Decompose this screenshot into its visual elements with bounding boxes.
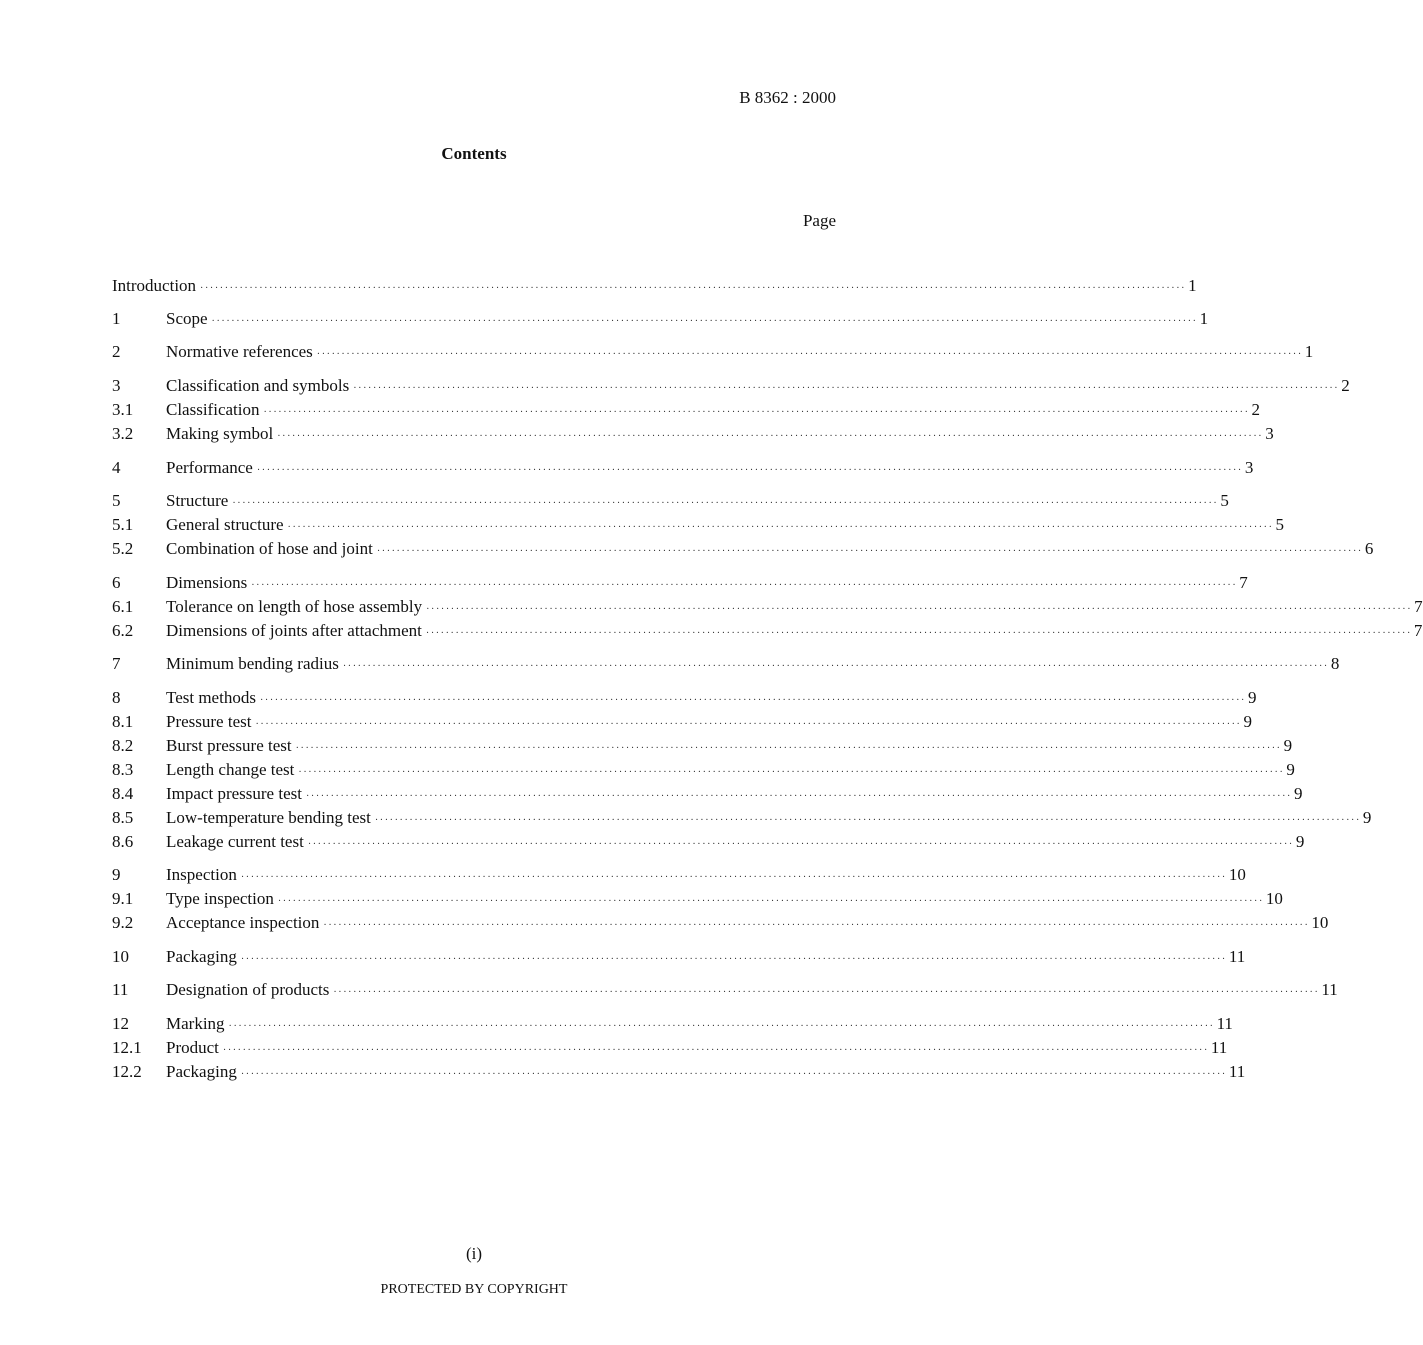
toc-entry[interactable] <box>112 308 1209 330</box>
document-id: B 8362 : 2000 <box>739 88 836 107</box>
toc-entry-number: 7 <box>112 654 121 673</box>
toc-entry-title: Making symbol <box>166 424 274 443</box>
toc-entry-page: 5 <box>1275 515 1285 534</box>
toc-entry-number: 3.2 <box>112 424 134 443</box>
dot-leader: ········································································································································································································ <box>200 283 1187 294</box>
toc-entry[interactable] <box>112 735 1293 757</box>
dot-leader: ········································································································································································································ <box>323 920 1310 931</box>
dot-leader: ········································································································································································································ <box>307 839 1294 850</box>
toc-entry-number: 5 <box>112 491 121 510</box>
toc-entry[interactable] <box>112 1037 1228 1059</box>
toc-entry-number: 9.1 <box>112 889 134 908</box>
toc-entry-number: 1 <box>112 309 121 328</box>
toc-entry-number: 8.5 <box>112 808 134 827</box>
toc-entry-title: Packaging <box>166 1062 237 1081</box>
toc-entry-page: 7 <box>1413 621 1423 640</box>
toc-entry-page: 1 <box>1304 342 1314 361</box>
toc-entry-number: 8.1 <box>112 712 134 731</box>
toc-entry-title: Minimum bending radius <box>166 654 339 673</box>
toc-entry-title: Inspection <box>166 865 237 884</box>
toc-entry-page: 8 <box>1330 654 1340 673</box>
dot-leader: ········································································································································································································ <box>228 1021 1215 1032</box>
dot-leader: ········································································································································································································ <box>259 695 1246 706</box>
toc-entry[interactable] <box>112 620 1423 642</box>
dot-leader: ········································································································································································································ <box>376 546 1363 557</box>
toc-entry-number: 8.3 <box>112 760 134 779</box>
toc-entry-number: 5.2 <box>112 539 134 558</box>
dot-leader: ········································································································································································································ <box>426 604 1413 615</box>
toc-entry[interactable] <box>112 399 1260 421</box>
dot-leader: ········································································································································································································ <box>255 719 1242 730</box>
toc-entry-page: 11 <box>1321 980 1338 999</box>
toc-entry[interactable] <box>112 759 1295 781</box>
toc-entry-title: Introduction <box>112 276 197 295</box>
toc-entry[interactable] <box>112 341 1314 363</box>
toc-entry-page: 11 <box>1210 1038 1228 1057</box>
dot-leader: ········································································································································································································ <box>251 580 1238 591</box>
toc-entry[interactable] <box>112 423 1274 445</box>
dot-leader: ········································································································································································································ <box>277 896 1264 907</box>
toc-entry-page: 5 <box>1220 491 1229 510</box>
toc-entry-page: 10 <box>1265 889 1283 908</box>
toc-entry-title: Scope <box>166 309 208 328</box>
toc-entry-number: 6.1 <box>112 597 134 616</box>
toc-entry-number: 9 <box>112 865 121 884</box>
toc-entry-title: Low-temperature bending test <box>166 808 371 827</box>
toc-entry-title: Product <box>166 1038 219 1057</box>
toc-entry-title: Dimensions <box>166 573 248 592</box>
dot-leader: ········································································································································································································ <box>305 791 1292 802</box>
toc-entry-title: Marking <box>166 1014 225 1033</box>
dot-leader: ········································································································································································································ <box>263 407 1250 418</box>
toc-entry-page: 7 <box>1414 597 1423 616</box>
toc-entry-number: 8.4 <box>112 784 134 803</box>
toc-entry-number: 2 <box>112 342 121 361</box>
toc-entry-number: 10 <box>112 947 129 966</box>
toc-entry-title: Classification and symbols <box>166 376 350 395</box>
toc-entry[interactable] <box>112 538 1374 560</box>
toc-entry-title: Test methods <box>166 688 256 707</box>
dot-leader: ········································································································································································································ <box>232 498 1219 509</box>
toc-entry-title: Designation of products <box>166 980 330 999</box>
dot-leader: ········································································································································································································ <box>353 383 1340 394</box>
toc-entry[interactable] <box>112 888 1283 910</box>
toc-entry-page: 9 <box>1293 784 1303 803</box>
toc-entry-number: 6 <box>112 573 121 592</box>
copyright-notice: PROTECTED BY COPYRIGHT <box>380 1282 568 1297</box>
dot-leader: ········································································································································································································ <box>425 628 1412 639</box>
toc-entry-page: 9 <box>1286 760 1295 779</box>
dot-leader: ········································································································································································································ <box>342 661 1329 672</box>
toc-entry-number: 3 <box>112 376 121 395</box>
toc-entry[interactable] <box>112 514 1285 536</box>
toc-entry-title: Classification <box>166 400 260 419</box>
toc-entry-page: 11 <box>1228 947 1246 966</box>
toc-entry-number: 6.2 <box>112 621 134 640</box>
toc-entry-title: Dimensions of joints after attachment <box>166 621 422 640</box>
toc-entry[interactable] <box>112 912 1329 934</box>
page-column-label: Page <box>802 211 836 230</box>
dot-leader: ········································································································································································································ <box>298 767 1285 778</box>
toc-entry[interactable] <box>112 807 1372 829</box>
toc-entry-number: 12.2 <box>112 1062 142 1081</box>
toc-entry[interactable] <box>112 831 1305 853</box>
toc-entry[interactable] <box>112 572 1248 594</box>
toc-entry-page: 3 <box>1265 424 1274 443</box>
dot-leader: ········································································································································································································ <box>277 431 1264 442</box>
toc-entry[interactable] <box>112 864 1246 886</box>
toc-entry-number: 8 <box>112 688 121 707</box>
toc-entry[interactable] <box>112 1061 1246 1083</box>
toc-entry-page: 11 <box>1216 1014 1233 1033</box>
toc-entry-title: Normative references <box>166 342 313 361</box>
toc-entry-number: 12.1 <box>112 1038 142 1057</box>
toc-entry-page: 2 <box>1251 400 1260 419</box>
toc-entry-number: 8.2 <box>112 736 134 755</box>
page-title: Contents <box>441 144 507 163</box>
toc-entry-number: 4 <box>112 458 121 477</box>
toc-entry-page: 9 <box>1247 688 1257 707</box>
toc-entry-number: 3.1 <box>112 400 134 419</box>
toc-entry-title: Combination of hose and joint <box>166 539 373 558</box>
toc-entry[interactable] <box>112 979 1338 1001</box>
toc-entry[interactable] <box>112 687 1257 709</box>
toc-entry-page: 2 <box>1341 376 1350 395</box>
toc-entry-page: 7 <box>1239 573 1248 592</box>
toc-entry-title: Leakage current test <box>166 832 304 851</box>
dot-leader: ········································································································································································································ <box>316 349 1303 360</box>
toc-entry-title: Structure <box>166 491 229 510</box>
page-folio: (i) <box>465 1244 483 1263</box>
toc-entry[interactable] <box>112 275 1197 297</box>
toc-entry-page: 9 <box>1362 808 1372 827</box>
toc-entry-number: 8.6 <box>112 832 134 851</box>
dot-leader: ········································································································································································································ <box>211 316 1198 327</box>
toc-entry-page: 10 <box>1311 913 1329 932</box>
dot-leader: ········································································································································································································ <box>374 815 1361 826</box>
toc-entry[interactable] <box>112 946 1246 968</box>
toc-entry[interactable] <box>112 711 1252 733</box>
toc-entry-title: Length change test <box>166 760 295 779</box>
dot-leader: ········································································································································································································ <box>333 987 1320 998</box>
toc-entry-number: 9.2 <box>112 913 134 932</box>
toc-entry-title: General structure <box>166 515 284 534</box>
dot-leader: ········································································································································································································ <box>240 954 1227 965</box>
toc-entry-page: 9 <box>1243 712 1252 731</box>
toc-entry-title: Packaging <box>166 947 237 966</box>
dot-leader: ········································································································································································································ <box>240 872 1227 883</box>
toc-entry-title: Acceptance inspection <box>166 913 320 932</box>
toc-entry[interactable] <box>112 596 1423 618</box>
toc-entry-number: 11 <box>112 980 129 999</box>
toc-entry-title: Type inspection <box>166 889 274 908</box>
toc-entry-page: 11 <box>1228 1062 1246 1081</box>
toc-entry-title: Tolerance on length of hose assembly <box>166 597 423 616</box>
toc-entry[interactable] <box>112 490 1229 512</box>
toc-entry-title: Burst pressure test <box>166 736 292 755</box>
dot-leader: ········································································································································································································ <box>222 1045 1209 1056</box>
dot-leader: ········································································································································································································ <box>240 1069 1227 1080</box>
toc-entry-title: Performance <box>166 458 253 477</box>
toc-entry-page: 3 <box>1244 458 1254 477</box>
toc-entry[interactable] <box>112 457 1254 479</box>
toc-entry-number: 12 <box>112 1014 129 1033</box>
dot-leader: ········································································································································································································ <box>287 522 1274 533</box>
toc-entry-page: 10 <box>1228 865 1246 884</box>
toc-entry-page: 9 <box>1295 832 1305 851</box>
toc-entry-page: 1 <box>1188 276 1197 295</box>
toc-entry-number: 5.1 <box>112 515 134 534</box>
toc-entry-page: 1 <box>1199 309 1209 328</box>
toc-entry-page: 6 <box>1364 539 1374 558</box>
dot-leader: ········································································································································································································ <box>295 743 1282 754</box>
toc-entry[interactable] <box>112 375 1350 397</box>
toc-entry-page: 9 <box>1283 736 1293 755</box>
toc-entry[interactable] <box>112 653 1340 675</box>
toc-entry-title: Impact pressure test <box>166 784 302 803</box>
toc-entry-title: Pressure test <box>166 712 252 731</box>
toc-entry[interactable] <box>112 1013 1233 1035</box>
dot-leader: ········································································································································································································ <box>256 465 1243 476</box>
toc-entry[interactable] <box>112 783 1303 805</box>
